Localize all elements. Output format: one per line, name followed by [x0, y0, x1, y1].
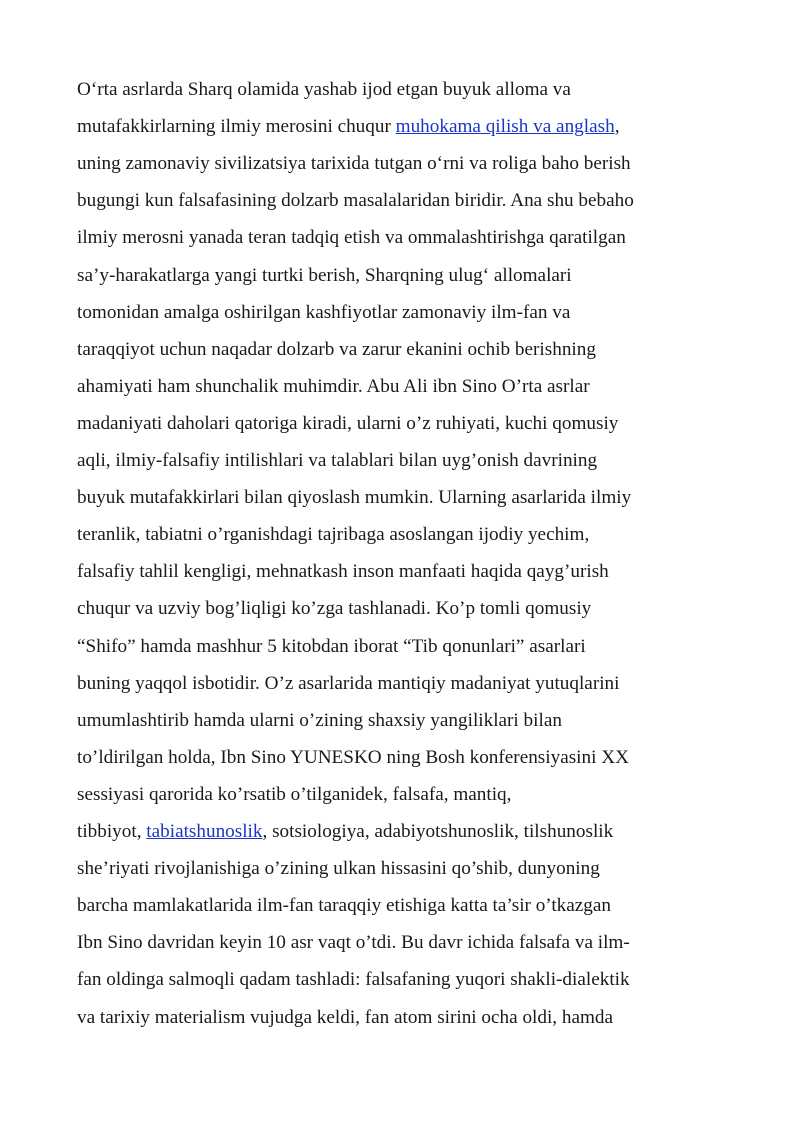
- text-line: [77, 924, 630, 961]
- text-segment: sessiyasi qarorida ko’rsatib o’tilganidek, falsafa, mantiq,: [77, 783, 512, 805]
- text-segment: taraqqiyot uchun naqadar dolzarb va zarur ekanini ochib berishning: [77, 338, 596, 360]
- text-line: [77, 739, 629, 776]
- text-line: [77, 331, 596, 368]
- text-segment: mutafakkirlarning ilmiy merosini chuqur: [77, 116, 396, 138]
- text-segment: she’riyati rivojlanishiga o’zining ulkan hissasini qo’shib, dunyoning: [77, 858, 600, 880]
- text-segment: bugungi kun falsafasining dolzarb masalalaridan biridir. Ana shu bebaho: [77, 190, 634, 212]
- text-segment: to’ldirilgan holda, Ibn Sino YUNESKO ning Bosh konferensiyasini XX: [77, 746, 629, 768]
- text-segment: teranlik, tabiatni o’rganishdagi tajribaga asoslangan ijodiy yechim,: [77, 524, 590, 546]
- text-segment: tomonidan amalga oshirilgan kashfiyotlar zamonaviy ilm-fan va: [77, 301, 571, 323]
- text-line: [77, 479, 631, 516]
- text-line: [77, 516, 589, 553]
- text-line: [77, 442, 597, 479]
- text-segment: chuqur va uzviy bog’liqligi ko’zga tashlanadi. Ko’p tomli qomusiy: [77, 598, 592, 620]
- text-segment: ahamiyati ham shunchalik muhimdir. Abu Ali ibn Sino O’rta asrlar: [77, 375, 590, 397]
- text-segment: Ibn Sino davridan keyin 10 asr vaqt o’tdi. Bu davr ichida falsafa va ilm-: [77, 932, 630, 954]
- text-line: [77, 961, 630, 998]
- text-line: [77, 850, 600, 887]
- text-line: [77, 887, 611, 924]
- text-segment: barcha mamlakatlarida ilm-fan taraqqiy etishiga katta ta’sir o’tkazgan: [77, 895, 612, 917]
- text-line: [77, 294, 570, 331]
- text-line: [77, 702, 562, 739]
- text-segment: aqli, ilmiy-falsafiy intilishlari va talablari bilan uyg’onish davrining: [77, 450, 598, 471]
- inline-link[interactable]: tabiatshunoslik: [146, 821, 263, 842]
- text-segment: buning yaqqol isbotidir. O’z asarlarida mantiqiy madaniyat yutuqlarini: [77, 672, 620, 694]
- text-segment: falsafiy tahlil kengligi, mehnatkash inson manfaati haqida qayg’urish: [77, 561, 609, 583]
- text-segment: O‘rta asrlarda Sharq olamida yashab ijod etgan buyuk alloma va: [77, 79, 571, 100]
- inline-link[interactable]: muhokama qilish va anglash: [395, 116, 615, 138]
- text-segment: uning zamonaviy sivilizatsiya tarixida tutgan o‘rni va roliga baho berish: [77, 153, 631, 175]
- text-line: [77, 257, 572, 294]
- text-segment: va tarixiy materialism vujudga keldi, fan atom sirini ocha oldi, hamda: [77, 1006, 614, 1028]
- text-line: [77, 71, 571, 108]
- text-line: [77, 405, 618, 442]
- text-segment: ilmiy merosni yanada teran tadqiq etish va ommalashtirishga qaratilgan: [77, 227, 626, 249]
- text-segment: “Shifo” hamda mashhur 5 kitobdan iborat “Tib qonunlari” asarlari: [77, 635, 586, 657]
- text-line: [77, 368, 590, 405]
- text-line: [77, 776, 511, 813]
- text-line: [77, 108, 619, 145]
- text-segment: tibbiyot,: [77, 821, 147, 842]
- text-line: [77, 665, 619, 702]
- text-line: [77, 628, 586, 665]
- text-segment: madaniyati daholari qatoriga kiradi, ularni o’z ruhiyati, kuchi qomusiy: [77, 412, 619, 434]
- text-line: [77, 219, 626, 256]
- text-line: [77, 999, 613, 1036]
- text-segment: buyuk mutafakkirlari bilan qiyoslash mumkin. Ularning asarlarida ilmiy: [77, 487, 632, 509]
- text-line: [77, 182, 634, 219]
- text-line: [77, 590, 591, 627]
- text-line: [77, 813, 613, 850]
- text-segment: sa’y-harakatlarga yangi turtki berish, Sharqning ulug‘ allomalari: [77, 264, 572, 286]
- text-segment: umumlashtirib hamda ularni o’zining shaxsiy yangiliklari bilan: [77, 709, 562, 731]
- text-segment: fan oldinga salmoqli qadam tashladi: falsafaning yuqori shakli-dialektik: [77, 969, 630, 991]
- text-line: [77, 553, 609, 590]
- text-segment: ,: [614, 116, 620, 138]
- text-segment: , sotsiologiya, adabiyotshunoslik, tilshunoslik: [262, 821, 614, 842]
- text-line: [77, 145, 631, 182]
